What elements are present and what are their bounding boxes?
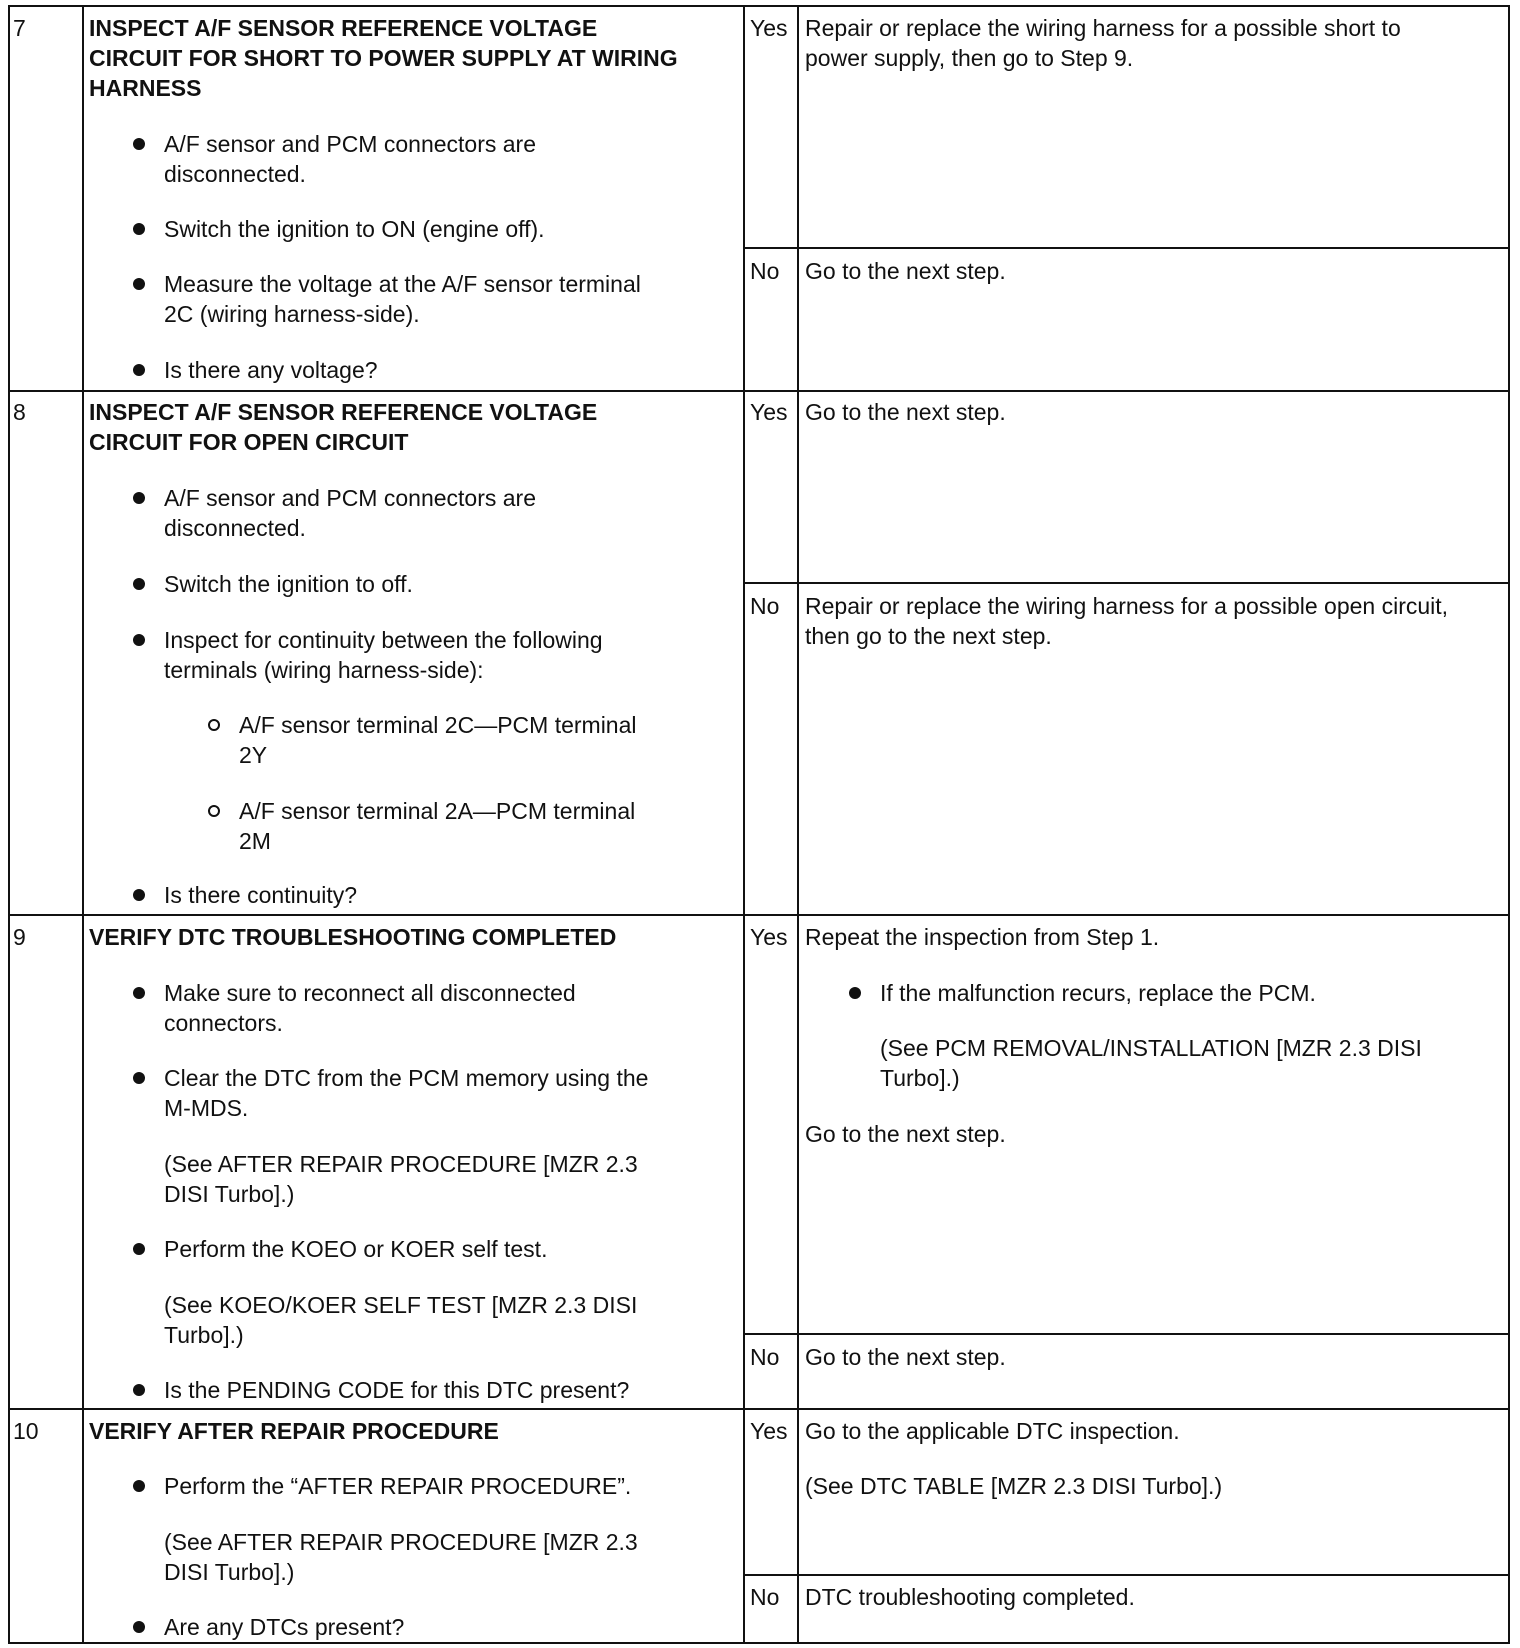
bullet-icon: [133, 364, 145, 376]
bullet-icon: [133, 1072, 145, 1084]
step-title: VERIFY DTC TROUBLESHOOTING COMPLETED: [89, 924, 617, 950]
reference-note: (See DTC TABLE [MZR 2.3 DISI Turbo].): [805, 1473, 1223, 1499]
yes-action-bullet: If the malfunction recurs, replace the PCM.: [880, 980, 1316, 1006]
step-number: 10: [13, 1418, 39, 1444]
reference-note: (See KOEO/KOER SELF TEST [MZR 2.3 DISI: [164, 1292, 638, 1318]
step-number: 8: [13, 399, 26, 425]
procedure-item: Is there any voltage?: [164, 357, 378, 383]
reference-note: DISI Turbo].): [164, 1181, 295, 1207]
reference-note: (See AFTER REPAIR PROCEDURE [MZR 2.3: [164, 1529, 638, 1555]
procedure-item: A/F sensor and PCM connectors are: [164, 131, 536, 157]
procedure-item: Perform the KOEO or KOER self test.: [164, 1236, 548, 1262]
procedure-item: Switch the ignition to off.: [164, 571, 413, 597]
procedure-subitem: 2M: [239, 828, 271, 854]
sub-bullet-icon: [208, 805, 220, 817]
yes-no-divider: [743, 1333, 1510, 1335]
procedure-item: Switch the ignition to ON (engine off).: [164, 216, 545, 242]
reference-note: (See PCM REMOVAL/INSTALLATION [MZR 2.3 DISI: [880, 1035, 1422, 1061]
procedure-item: disconnected.: [164, 515, 306, 541]
no-action: Go to the next step.: [805, 258, 1006, 284]
procedure-subitem: A/F sensor terminal 2C—PCM terminal: [239, 712, 637, 738]
bullet-icon: [133, 634, 145, 646]
procedure-item: Are any DTCs present?: [164, 1614, 405, 1640]
step-title: INSPECT A/F SENSOR REFERENCE VOLTAGE: [89, 399, 598, 425]
yes-action: Repair or replace the wiring harness for a possible short to: [805, 15, 1401, 41]
procedure-subitem: 2Y: [239, 742, 268, 768]
procedure-item: Inspect for continuity between the following: [164, 627, 603, 653]
bullet-icon: [133, 1480, 145, 1492]
column-divider: [797, 5, 799, 1644]
sub-bullet-icon: [208, 719, 220, 731]
bullet-icon: [133, 987, 145, 999]
yes-action: Go to the next step.: [805, 1121, 1006, 1147]
yes-no-divider: [743, 1574, 1510, 1576]
bullet-icon: [849, 987, 861, 999]
step-title: VERIFY AFTER REPAIR PROCEDURE: [89, 1418, 499, 1444]
bullet-icon: [133, 578, 145, 590]
procedure-item: M-MDS.: [164, 1095, 249, 1121]
row-divider: [8, 1408, 1510, 1410]
bullet-icon: [133, 278, 145, 290]
procedure-item: Perform the “AFTER REPAIR PROCEDURE”.: [164, 1473, 632, 1499]
no-label: No: [750, 593, 780, 619]
yes-action: Repeat the inspection from Step 1.: [805, 924, 1160, 950]
yes-no-divider: [743, 582, 1510, 584]
step-title: INSPECT A/F SENSOR REFERENCE VOLTAGE: [89, 15, 598, 41]
bullet-icon: [133, 138, 145, 150]
yes-label: Yes: [750, 924, 788, 950]
column-divider: [743, 5, 745, 1644]
no-action: DTC troubleshooting completed.: [805, 1584, 1135, 1610]
step-title: CIRCUIT FOR SHORT TO POWER SUPPLY AT WIRING: [89, 45, 678, 71]
yes-action: Go to the next step.: [805, 399, 1006, 425]
bullet-icon: [133, 492, 145, 504]
procedure-item: Is the PENDING CODE for this DTC present?: [164, 1377, 630, 1403]
step-number: 9: [13, 924, 26, 950]
procedure-item: Measure the voltage at the A/F sensor terminal: [164, 271, 641, 297]
procedure-subitem: A/F sensor terminal 2A—PCM terminal: [239, 798, 636, 824]
procedure-item: Make sure to reconnect all disconnected: [164, 980, 576, 1006]
row-divider: [8, 914, 1510, 916]
procedure-item: terminals (wiring harness-side):: [164, 657, 484, 683]
yes-no-divider: [743, 247, 1510, 249]
step-title: HARNESS: [89, 75, 202, 101]
bullet-icon: [133, 889, 145, 901]
procedure-item: disconnected.: [164, 161, 306, 187]
bullet-icon: [133, 1243, 145, 1255]
no-label: No: [750, 1584, 780, 1610]
procedure-item: Is there continuity?: [164, 882, 358, 908]
no-label: No: [750, 1344, 780, 1370]
row-divider: [8, 390, 1510, 392]
yes-label: Yes: [750, 399, 788, 425]
step-title: CIRCUIT FOR OPEN CIRCUIT: [89, 429, 409, 455]
reference-note: (See AFTER REPAIR PROCEDURE [MZR 2.3: [164, 1151, 638, 1177]
yes-action: Go to the applicable DTC inspection.: [805, 1418, 1180, 1444]
procedure-item: 2C (wiring harness-side).: [164, 301, 420, 327]
reference-note: Turbo].): [880, 1065, 960, 1091]
yes-label: Yes: [750, 15, 788, 41]
bullet-icon: [133, 1621, 145, 1633]
reference-note: DISI Turbo].): [164, 1559, 295, 1585]
yes-label: Yes: [750, 1418, 788, 1444]
procedure-item: A/F sensor and PCM connectors are: [164, 485, 536, 511]
no-action: then go to the next step.: [805, 623, 1052, 649]
yes-action: power supply, then go to Step 9.: [805, 45, 1134, 71]
bullet-icon: [133, 1384, 145, 1396]
no-action: Go to the next step.: [805, 1344, 1006, 1370]
no-action: Repair or replace the wiring harness for a possible open circuit,: [805, 593, 1449, 619]
procedure-item: connectors.: [164, 1010, 283, 1036]
step-number: 7: [13, 15, 26, 41]
column-divider: [82, 5, 84, 1644]
no-label: No: [750, 258, 780, 284]
reference-note: Turbo].): [164, 1322, 244, 1348]
bullet-icon: [133, 223, 145, 235]
procedure-item: Clear the DTC from the PCM memory using the: [164, 1065, 649, 1091]
